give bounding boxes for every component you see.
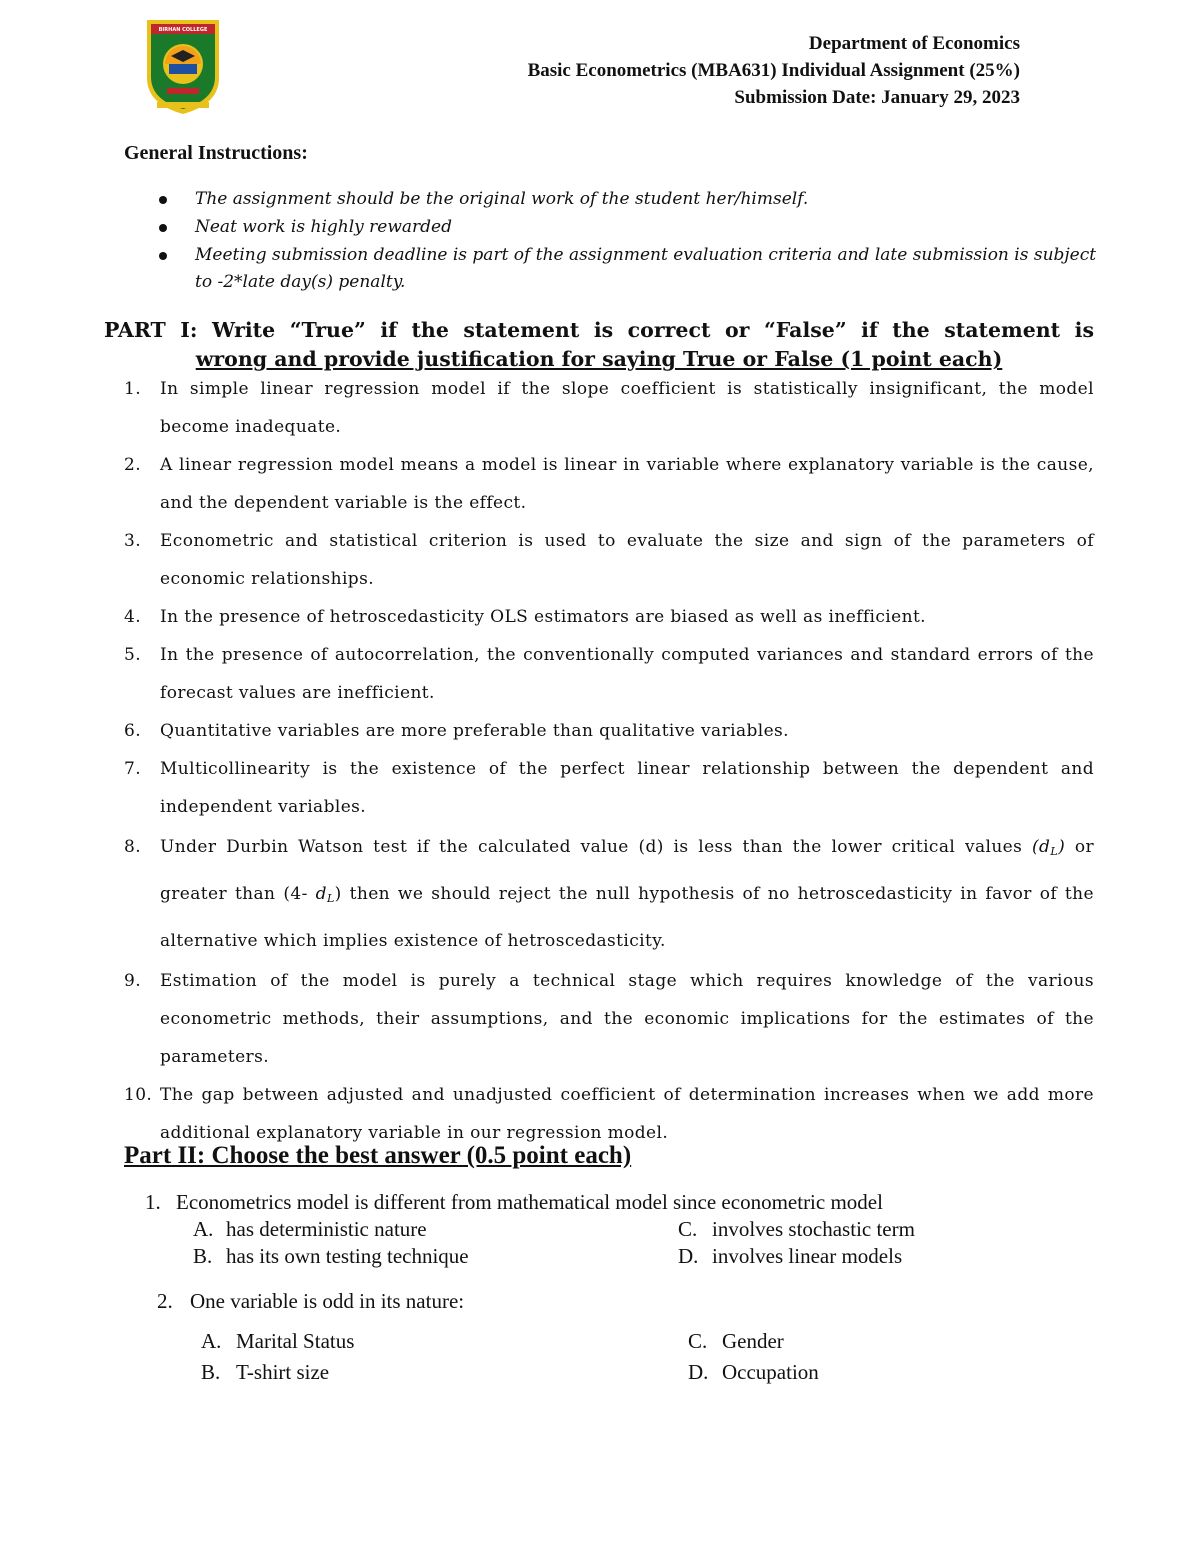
item-number: 6. xyxy=(124,721,142,741)
question-number: 2. xyxy=(157,1289,173,1313)
general-instructions-title: General Instructions: xyxy=(124,142,308,164)
item-text: or greater than (4- xyxy=(160,837,1095,904)
item-text: In the presence of hetroscedasticity OLS estimators are biased as well as inefficient. xyxy=(160,607,926,627)
option-text: involves stochastic term xyxy=(712,1217,915,1241)
item-text: ) then we should reject the null hypothesis of no hetroscedasticity in favor of the alternative which implies existence of hetroscedasticity. xyxy=(160,884,1094,951)
option-text: has deterministic nature xyxy=(226,1217,427,1241)
option-label: B. xyxy=(201,1360,221,1384)
submission-date: Submission Date: January 29, 2023 xyxy=(734,87,1020,108)
item-text: The gap between adjusted and unadjusted coefficient of determination increases when we add more additional explanatory variable in our regression model. xyxy=(160,1085,1094,1143)
item-text: A linear regression model means a model is linear in variable where explanatory variable is the cause, and the dependent variable is the effect. xyxy=(160,455,1094,513)
item-text: Under Durbin Watson test if the calculated value (d) is less than the lower critical values xyxy=(160,837,1023,857)
option-label: C. xyxy=(688,1329,708,1353)
department-name: Department of Economics xyxy=(808,33,1020,54)
item-text: Econometric and statistical criterion is used to evaluate the size and sign of the parameters of economic relationships. xyxy=(160,531,1094,589)
item-number: 1. xyxy=(124,379,142,399)
item-number: 4. xyxy=(124,607,142,627)
option-text: T-shirt size xyxy=(236,1360,330,1384)
instruction-text: Neat work is highly rewarded xyxy=(195,217,452,237)
part1-title-line1: PART I: Write “True” if the statement is correct or “False” if the statement is xyxy=(104,318,1094,342)
item-number: 5. xyxy=(124,645,142,665)
option-label: D. xyxy=(688,1360,709,1384)
option-label: D. xyxy=(678,1244,699,1268)
option-label: B. xyxy=(193,1244,213,1268)
item-number: 8. xyxy=(124,837,142,857)
item-number: 10. xyxy=(124,1085,153,1105)
item-text: Estimation of the model is purely a technical stage which requires knowledge of the various econometric methods, their assumptions, and the economic implications for the estimates of the parameters. xyxy=(160,971,1094,1067)
option-text: has its own testing technique xyxy=(226,1244,469,1268)
question-text: One variable is odd in its nature: xyxy=(190,1289,465,1313)
item-text: In simple linear regression model if the slope coefficient is statistically insignificant, the model become inadequate. xyxy=(160,379,1094,437)
option-label: C. xyxy=(678,1217,698,1241)
instruction-text: Meeting submission deadline is part of the assignment evaluation criteria and late submission is subject to -2*late day(s) penalty. xyxy=(195,245,1097,292)
option-text: Gender xyxy=(722,1329,784,1353)
part2-title: Part II: Choose the best answer (0.5 point each) xyxy=(124,1142,632,1169)
math-expression: $d_L$ xyxy=(315,884,335,905)
part1-title-line2: wrong and provide justification for saying True or False (1 point each) xyxy=(195,347,1003,371)
item-number: 9. xyxy=(124,971,142,991)
item-number: 2. xyxy=(124,455,142,475)
question-text: Econometrics model is different from mathematical model since econometric model xyxy=(176,1190,883,1214)
item-number: 3. xyxy=(124,531,142,551)
option-label: A. xyxy=(201,1329,222,1353)
question-number: 1. xyxy=(145,1190,161,1214)
math-expression: $(d_L)$ xyxy=(1032,837,1066,858)
item-text: In the presence of autocorrelation, the conventionally computed variances and standard errors of the forecast values are inefficient. xyxy=(160,645,1094,703)
option-text: Marital Status xyxy=(236,1329,355,1353)
option-label: A. xyxy=(193,1217,214,1241)
instruction-text: The assignment should be the original work of the student her/himself. xyxy=(195,189,809,209)
course-assignment-title: Basic Econometrics (MBA631) Individual Assignment (25%) xyxy=(527,60,1020,81)
option-text: involves linear models xyxy=(712,1244,903,1268)
item-number: 7. xyxy=(124,759,142,779)
logo-text: BIRHAN COLLEGE xyxy=(158,27,208,33)
item-text: Quantitative variables are more preferable than qualitative variables. xyxy=(160,721,789,741)
item-text: Multicollinearity is the existence of the perfect linear relationship between the dependent and independent variables. xyxy=(160,759,1094,817)
option-text: Occupation xyxy=(722,1360,819,1384)
